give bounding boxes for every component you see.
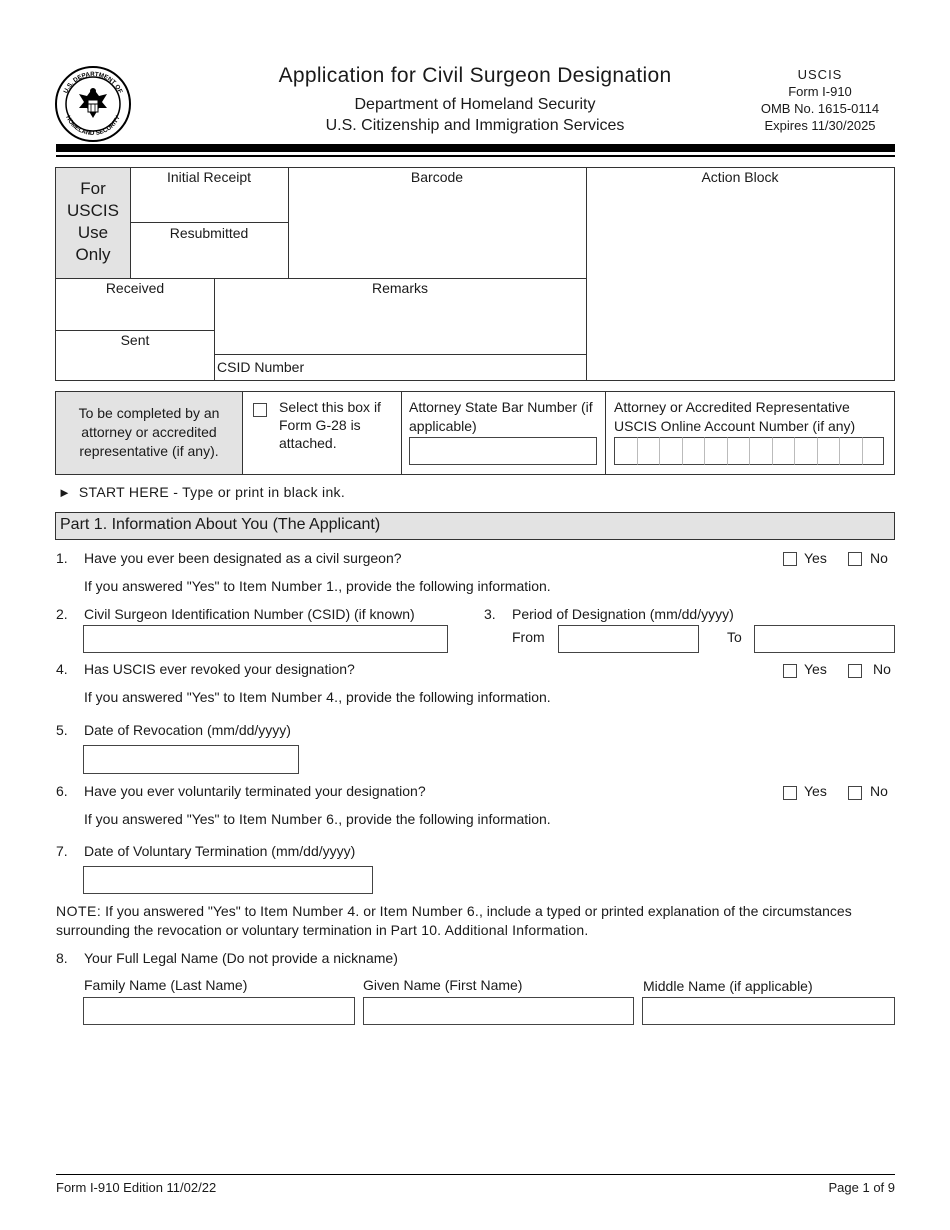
from-label: From — [512, 629, 545, 645]
online-account-digit-cell[interactable] — [794, 437, 818, 465]
start-here-text: START HERE - Type or print in black ink. — [78, 484, 346, 500]
g28-label: Select this box if Form G-28 is attached. — [279, 399, 381, 451]
q4-yes-checkbox[interactable] — [783, 664, 797, 678]
q1-text: Have you ever been designated as a civil surgeon? — [84, 550, 402, 566]
dhs-seal-logo — [55, 66, 131, 142]
uscis-use-only-box — [55, 167, 895, 381]
expiration-date: Expires 11/30/2025 — [764, 118, 876, 133]
q6-yes-label: Yes — [804, 783, 827, 799]
svg-text:HOMELAND SECURITY: HOMELAND SECURITY — [64, 114, 122, 138]
online-account-digit-cell[interactable] — [749, 437, 773, 465]
header-thick-rule — [56, 144, 895, 152]
online-account-digit-cell[interactable] — [614, 437, 638, 465]
part1-title: Part 1. Information About You (The Applicant) — [60, 516, 381, 533]
designation-to-input[interactable] — [754, 625, 895, 653]
sent-label: Sent — [120, 332, 150, 348]
footer-page-number: Page 1 of 9 — [828, 1180, 895, 1195]
svg-text:U.S. DEPARTMENT OF: U.S. DEPARTMENT OF — [62, 70, 124, 95]
q5-text: Date of Revocation (mm/dd/yyyy) — [84, 722, 291, 738]
designation-from-input[interactable] — [558, 625, 699, 653]
q1-no-checkbox[interactable] — [848, 552, 862, 566]
form-title: Application for Civil Surgeon Designation — [278, 64, 672, 87]
attorney-note: To be completed by an attorney or accredited representative (if any). — [78, 405, 220, 459]
q4-no-checkbox[interactable] — [848, 664, 862, 678]
q4-text: Has USCIS ever revoked your designation? — [84, 661, 355, 677]
note-label: NOTE: — [56, 903, 102, 919]
footer-form-edition: Form I-910 Edition 11/02/22 — [56, 1180, 217, 1195]
family-name-input[interactable] — [83, 997, 355, 1025]
online-account-digit-cell[interactable] — [659, 437, 683, 465]
online-account-digit-cell[interactable] — [704, 437, 728, 465]
q7-text: Date of Voluntary Termination (mm/dd/yyyy) — [84, 843, 356, 859]
q6-no-checkbox[interactable] — [848, 786, 862, 800]
q6-text: Have you ever voluntarily terminated your designation? — [84, 783, 426, 799]
remarks-label: Remarks — [371, 280, 428, 296]
online-account-digit-cell[interactable] — [682, 437, 706, 465]
omb-number: OMB No. 1615-0114 — [760, 101, 880, 116]
q6-yes-checkbox[interactable] — [783, 786, 797, 800]
family-name-label: Family Name (Last Name) — [84, 977, 248, 993]
middle-name-input[interactable] — [642, 997, 895, 1025]
q2-number: 2. — [56, 606, 68, 622]
bar-number-label: Attorney State Bar Number (if applicable) — [409, 399, 593, 434]
received-label: Received — [105, 280, 165, 296]
department-name: Department of Homeland Security — [354, 96, 596, 113]
q1-followup: If you answered "Yes" to Item Number 1., provide the following information. — [84, 578, 551, 594]
to-label: To — [727, 629, 742, 645]
form-number: Form I-910 — [788, 84, 852, 99]
arrow-right-icon: ► — [58, 485, 71, 500]
part1-header — [55, 512, 895, 540]
csid-input[interactable] — [83, 625, 448, 653]
online-account-input[interactable] — [614, 437, 884, 465]
start-here-line — [58, 484, 345, 500]
q6-followup: If you answered "Yes" to Item Number 6., provide the following information. — [84, 811, 551, 827]
action-block-label: Action Block — [701, 169, 779, 185]
footer-rule — [56, 1174, 895, 1175]
for-uscis-use-only-label: For USCIS Use Only — [56, 168, 131, 278]
q1-no-label: No — [870, 550, 888, 566]
header-thin-rule — [56, 155, 895, 157]
note-paragraph: NOTE: If you answered "Yes" to Item Number 4. or Item Number 6., include a typed or printed explanation of the circumstances surrounding the revocation or voluntary termination in Part 10. Additional Information. — [56, 903, 852, 938]
online-account-digit-cell[interactable] — [637, 437, 661, 465]
initial-receipt-label: Initial Receipt — [166, 169, 252, 185]
q4-no-label: No — [873, 661, 891, 677]
q6-no-label: No — [870, 783, 888, 799]
online-account-label: Attorney or Accredited Representative USCIS Online Account Number (if any) — [614, 399, 856, 434]
online-account-digit-cell[interactable] — [772, 437, 796, 465]
middle-name-label: Middle Name (if applicable) — [643, 978, 813, 994]
agency-short: USCIS — [797, 67, 843, 82]
q1-yes-label: Yes — [804, 550, 827, 566]
q5-number: 5. — [56, 722, 68, 738]
csid-number-label: CSID Number — [217, 359, 305, 375]
agency-name: U.S. Citizenship and Immigration Services — [325, 117, 625, 134]
q4-number: 4. — [56, 661, 68, 677]
g28-checkbox[interactable] — [253, 403, 267, 417]
revocation-date-input[interactable] — [83, 745, 299, 774]
header-right-block — [740, 66, 900, 134]
online-account-digit-cell[interactable] — [817, 437, 841, 465]
barcode-label: Barcode — [410, 169, 464, 185]
q3-text: Period of Designation (mm/dd/yyyy) — [512, 606, 734, 622]
given-name-input[interactable] — [363, 997, 634, 1025]
termination-date-input[interactable] — [83, 866, 373, 894]
online-account-digit-cell[interactable] — [839, 437, 863, 465]
q1-yes-checkbox[interactable] — [783, 552, 797, 566]
online-account-digit-cell[interactable] — [862, 437, 885, 465]
resubmitted-label: Resubmitted — [169, 225, 249, 241]
q4-yes-label: Yes — [804, 661, 827, 677]
q1-number: 1. — [56, 550, 68, 566]
online-account-digit-cell[interactable] — [727, 437, 751, 465]
q2-text: Civil Surgeon Identification Number (CSID) (if known) — [84, 606, 415, 622]
bar-number-input[interactable] — [409, 437, 597, 465]
q6-number: 6. — [56, 783, 68, 799]
q8-number: 8. — [56, 950, 68, 966]
q7-number: 7. — [56, 843, 68, 859]
given-name-label: Given Name (First Name) — [363, 977, 523, 993]
q8-text: Your Full Legal Name (Do not provide a nickname) — [84, 950, 398, 966]
q4-followup: If you answered "Yes" to Item Number 4., provide the following information. — [84, 689, 551, 705]
q3-number: 3. — [484, 606, 496, 622]
